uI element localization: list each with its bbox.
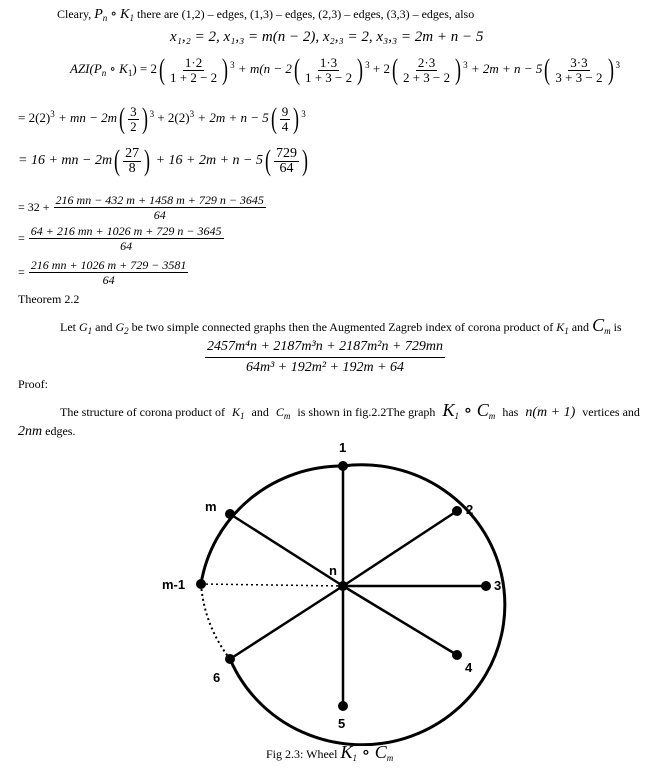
frac-33: $\frac{3\cdot 3}{3 + 3 - 2}$ [555, 54, 603, 85]
cube-exp: 3 [149, 108, 155, 119]
cube-exp: 3 [463, 59, 468, 70]
pn-symbol: $P_n$ [94, 7, 108, 23]
edges-text: (1,2) – edges, (1,3) – edges, (2,3) – edges, (3,3) – edges, also [181, 7, 475, 21]
frac-12: $\frac{1\cdot 2}{1 + 2 - 2}$ [170, 54, 218, 85]
caption-prefix: Fig 2.3: Wheel [266, 747, 338, 761]
vertices-word: vertices and [582, 405, 640, 419]
step-line-4 [18, 193, 267, 222]
vertex-label-m-1: m-1 [162, 577, 186, 592]
line2-a: = 2(2) [18, 109, 51, 125]
azi-sub-n: n [101, 67, 107, 78]
there-are-text: there are [137, 7, 179, 21]
proof-title: Proof: [18, 377, 48, 391]
cube-exp: 3 [50, 108, 55, 119]
vertex-label-4: 4 [465, 660, 473, 675]
vertex-label-1: 1 [339, 440, 347, 455]
theorem-formula [205, 339, 445, 376]
step-line-2: = $2(2)^3$ + mn − 2m( $\frac{3}{2}$ ) $^3 + 2(2)^3 + 2m + n - 5$( $\frac{9}{4}$ ) $^3$ [18, 102, 306, 135]
dotted-spoke [201, 584, 343, 586]
line3-a: = 16 + mn − 2m [18, 153, 113, 169]
theorem-denominator: 64m³ + 192m² + 192m + 64 [245, 360, 405, 375]
proof-s1: The structure of corona product of [60, 405, 225, 419]
vertex-label-5: 5 [338, 716, 346, 731]
line2-c: + 2(2) [157, 109, 190, 125]
cube-exp: 3 [230, 59, 235, 70]
proof-line-1: The structure of corona product of $K_1$ and $C_m$ is shown in fig.2.2The graph $K_1$ ∘ $C_m$ has n(m + 1) vertices and [60, 400, 640, 421]
azi-term3: + 2 [372, 60, 390, 76]
line6-a: = [18, 265, 25, 279]
vertex-label-m: m [205, 499, 217, 514]
frac-27-8: $\frac{27}{8}$ [125, 145, 140, 176]
frac-13: $\frac{1\cdot 3}{1 + 3 - 2}$ [304, 54, 353, 85]
edges-word: edges. [45, 424, 76, 438]
line5-a: = [18, 231, 25, 245]
azi-eq: ) = 2 [132, 60, 157, 76]
azi-term4: + 2m + n − 5 [470, 60, 543, 76]
frac-729-64: $\frac{729}{64}$ [275, 145, 297, 176]
step-line-5 [18, 224, 225, 253]
cube-exp: 3 [615, 59, 621, 70]
step-line-6 [18, 258, 189, 287]
cube-exp: 3 [189, 108, 195, 119]
cube-exp: 3 [301, 108, 306, 119]
frac-line5: $\frac{64 + 216 mn + 1026 m + 729 n - 3645}{64}$ [30, 224, 222, 253]
azi-formula: $AZI(P_n$ ∘ $K_1) = 2$( $\frac{1\cdot 2}{1 + 2 - 2}$ ) $^3$ + m(n − 2( $\frac{1\cdot 3}{1 + 3 - 2}$ ) $^3$ + 2( $\frac{2\cdot 3}{2 + 3 - 2}$ ) $^3$ + 2m + n − 5( $\frac{3\cdot 3}{3 + 3 - 2}$ ) $^3$ [70, 53, 621, 86]
cube-exp: 3 [365, 59, 370, 70]
frac-9-4: $\frac{9}{4}$ [281, 103, 289, 134]
frac-3-2: $\frac{3}{2}$ [130, 103, 137, 134]
line3-b: + 16 + 2m + n − 5 [155, 153, 263, 169]
edge-count: 2nm [18, 424, 43, 439]
line2-b: + mn − 2m [58, 109, 118, 125]
vertex-count: n(m + 1) [525, 405, 576, 420]
vertex-label-n: n [329, 563, 337, 578]
and-text-2: and [571, 320, 590, 334]
step-line-3: = 16 + mn − 2m( $\frac{27}{8}$ ) + 16 + 2m + n − 5( $\frac{729}{64}$ ) [18, 144, 308, 177]
wheel-graph-figure [0, 436, 660, 746]
let-text: Let [60, 320, 76, 334]
proof-has: has [502, 405, 519, 419]
clearly-text: Cleary, [57, 7, 92, 21]
k1-symbol: $K_1$ [120, 7, 134, 23]
theorem-text: be two simple connected graphs then the Augmented Zagreb index of corona product of [131, 320, 554, 334]
vertex-label-6: 6 [213, 670, 221, 685]
frac-line4: $\frac{216 mn - 432 m + 1458 m + 729 n - 3645}{64}$ [55, 193, 264, 222]
dotted-rim-segment [201, 584, 230, 659]
line2-d: + 2m + n − 5 [197, 109, 269, 125]
figure-caption: Fig 2.3: Wheel $K_1$ ∘ $C_m$ [266, 742, 394, 763]
is-text: is [613, 320, 622, 334]
line4-a: = 32 + [18, 200, 50, 214]
intro-line [57, 6, 474, 23]
azi-sub-1: 1 [127, 67, 133, 78]
vertex-label-2: 2 [466, 502, 474, 517]
and-text: and [95, 320, 113, 334]
azi-lhs: AZI(P [70, 60, 102, 76]
wheel-spokes [230, 466, 486, 706]
theorem-title: Theorem 2.2 [18, 292, 80, 306]
proof-and: and [251, 405, 269, 419]
azi-k: ∘ K [109, 60, 128, 76]
theorem-numerator: 2457m⁴n + 2187m³n + 2187m²n + 729mn [205, 339, 445, 358]
azi-term2: + m(n − 2 [237, 60, 292, 76]
frac-line6: $\frac{216 mn + 1026 m + 729 - 3581}{64}$ [30, 258, 187, 287]
theorem-statement: Let $G_1$ and $G_2$ be two simple connected graphs then the Augmented Zagreb index of corona product of $K_1$ and $C_m$ is [60, 315, 622, 336]
proof-s2: is shown in fig.2.2The graph [297, 405, 436, 419]
frac-23: $\frac{2\cdot 3}{2 + 3 - 2}$ [402, 54, 451, 85]
vertex-label-3: 3 [494, 578, 502, 593]
x-values: x₁,₂ = 2, x₁,₃ = m(n − 2), x₂,₃ = 2, x₃,₃ = 2m + n − 5 [170, 29, 484, 45]
corona-ring: ∘ [110, 7, 118, 22]
